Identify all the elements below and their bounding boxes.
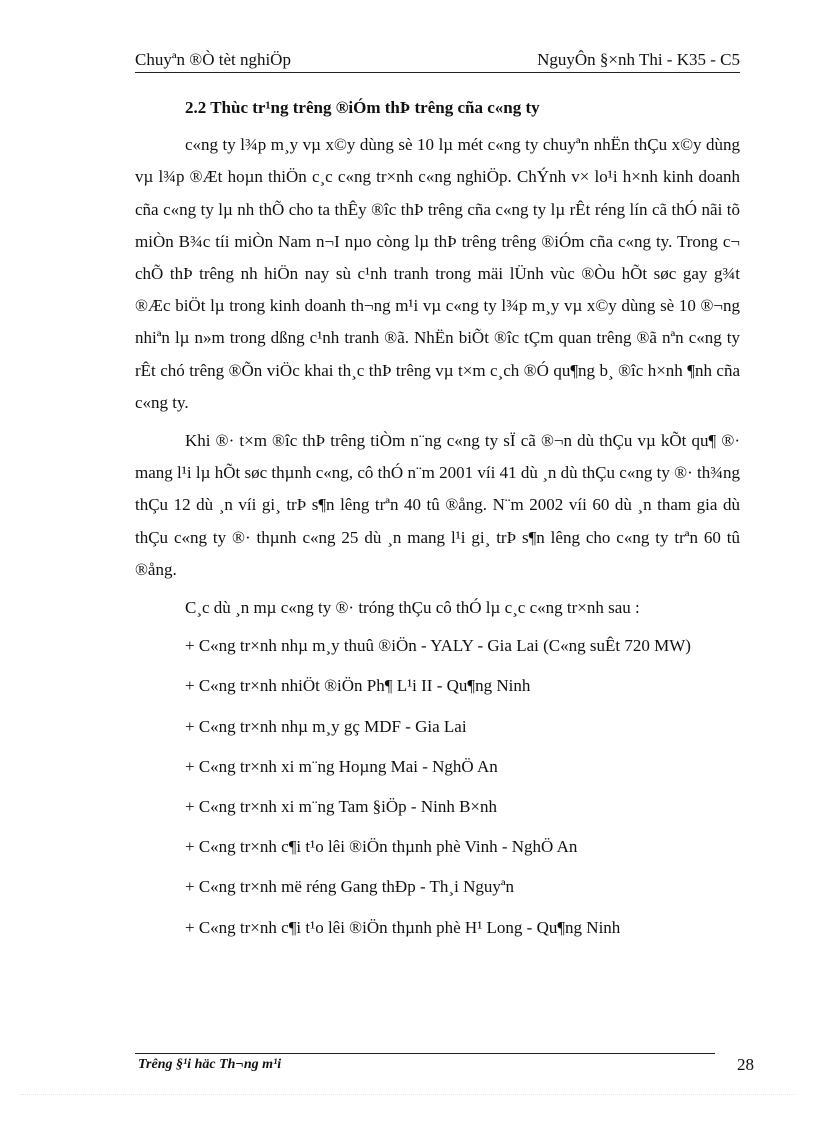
project-item: + C«ng tr×nh xi m¨ng Hoµng Mai - NghÖ An (185, 756, 498, 776)
paragraph-1: c«ng ty l¾p m¸y vµ x©y dùng sè 10 lµ mét c«ng ty chuyªn nhËn thÇu x©y dùng vµ l¾p ®Æt hoµn thiÖn c¸c c«ng tr×nh c«ng nghiÖp. ChÝnh v× lo¹i h×nh kinh doanh cña c«ng ty lµ nh thÕ cho ta thÊy ®îc thÞ trêng cña c«ng ty lµ rÊt réng lín cã thÓ nãi tõ miÒn B¾c tíi miÒn Nam n¬I nµo còng lµ thÞ trêng trêng ®iÓm cña c«ng ty. Trong c¬ chÕ thÞ trêng nh hiÖn nay sù c¹nh tranh trong mäi lÜnh vùc ®Òu hÕt søc gay g¾t ®Æc biÖt lµ trong kinh doanh th¬ng m¹i vµ c«ng ty l¾p m¸y vµ x©y dùng sè 10 ®¬ng nhiªn lµ n»m trong dßng c¹nh tranh ®ã. NhËn biÕt ®îc tÇm quan trêng ®ã nªn c«ng ty rÊt chó trêng ®Õn viÖc khai th¸c thÞ trêng vµ t×m c¸ch ®Ó qu¶ng b¸ ®îc h×nh ¶nh cña c«ng ty. (135, 135, 740, 412)
page-header (135, 50, 740, 73)
project-item: + C«ng tr×nh c¶i t¹o lêi ®iÖn thµnh phè Vinh - NghÖ An (185, 837, 578, 857)
page-number: 28 (737, 1055, 754, 1074)
footer-divider (135, 1053, 715, 1054)
paragraph-3: C¸c dù ¸n mµ c«ng ty ®· tróng thÇu cô thÓ lµ c¸c c«ng tr×nh sau : (185, 598, 640, 618)
project-item: + C«ng tr×nh nhiÖt ®iÖn Ph¶ L¹i II - Qu¶ng Ninh (185, 676, 531, 696)
project-item: + C«ng tr×nh nhµ m¸y gç MDF - Gia Lai (185, 716, 467, 736)
project-item: + C«ng tr×nh nhµ m¸y thuû ®iÖn - YALY - Gia Lai (C«ng suÊt 720 MW) (185, 636, 691, 656)
section-heading: 2.2 Thùc tr¹ng trêng ®iÓm thÞ trêng cña c«ng ty (185, 98, 540, 117)
project-list (135, 630, 740, 944)
project-item: + C«ng tr×nh c¶i t¹o lêi ®iÖn thµnh phè H¹ Long - Qu¶ng Ninh (185, 917, 621, 937)
footer-institution: Trêng §¹i häc Th¬ng m¹i (138, 1057, 282, 1072)
project-item: + C«ng tr×nh xi m¨ng Tam §iÖp - Ninh B×nh (185, 797, 498, 817)
header-author: NguyÔn §×nh Thi - K35 - C5 (537, 50, 740, 69)
project-item: + C«ng tr×nh më réng Gang thÐp - Th¸i Nguyªn (185, 877, 515, 897)
header-document-type: Chuyªn ®Ò tèt nghiÖp (135, 50, 291, 69)
page-body (135, 92, 740, 952)
bottom-dotted-border (20, 1094, 796, 1095)
paragraph-2: Khi ®· t×m ®îc thÞ trêng tiÒm n¨ng c«ng ty sÏ cã ®¬n dù thÇu vµ kÕt qu¶ ®· mang l¹i lµ hÕt søc thµnh c«ng, cô thÓ n¨m 2001 víi 41 dù ¸n dù thÇu c«ng ty ®· th¾ng thÇu 12 dù ¸n víi gi¸ trÞ s¶n lêng trªn 40 tû ®ång. N¨m 2002 víi 60 dù ¸n tham gia dù thÇu c«ng ty ®· thµnh c«ng 25 dù ¸n mang l¹i gi¸ trÞ s¶n lêng cho c«ng ty trªn 60 tû ®ång. (135, 431, 740, 579)
